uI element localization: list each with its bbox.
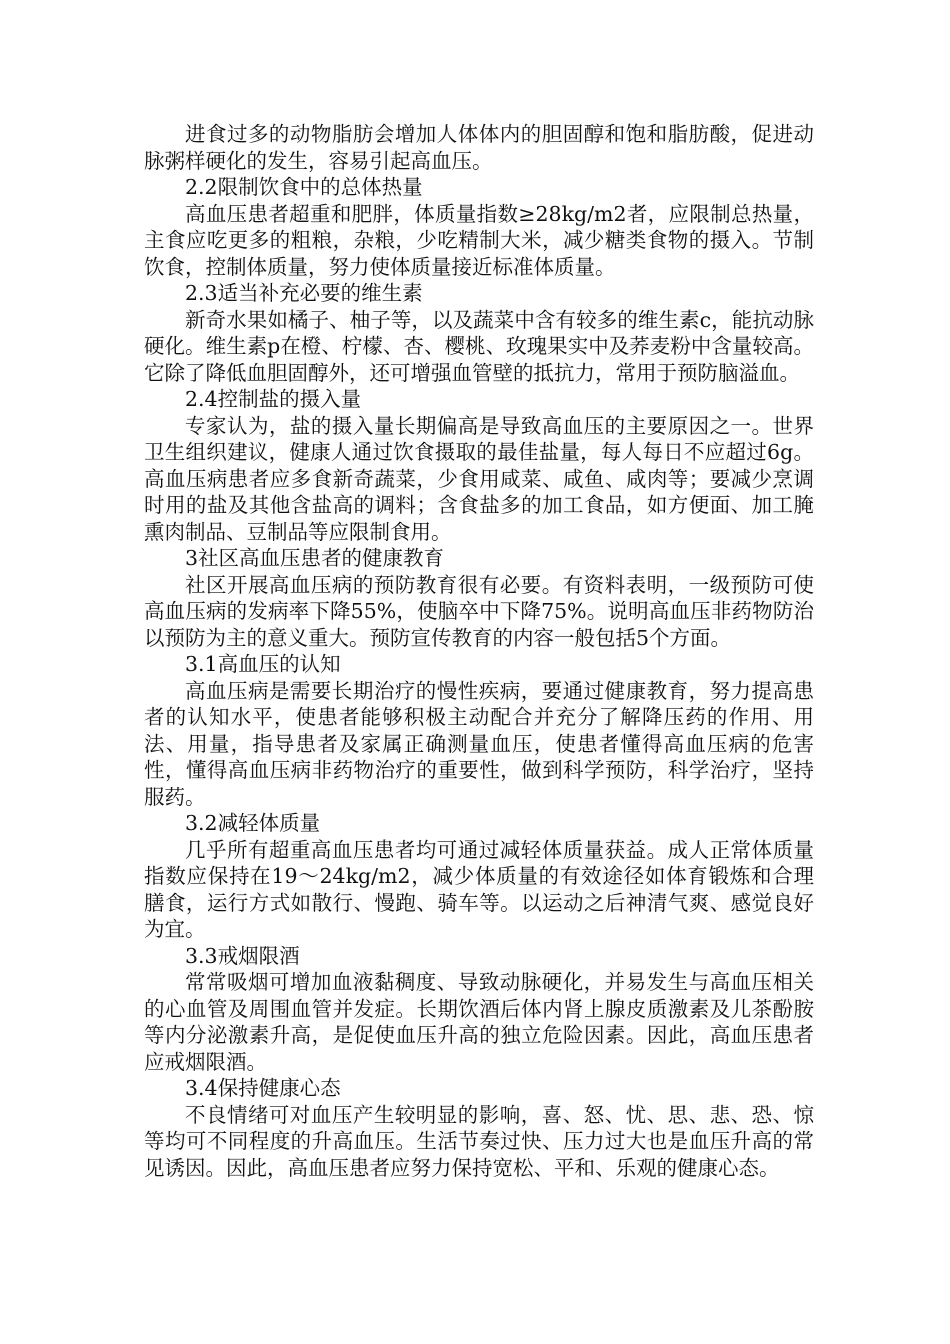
paragraph-4: 专家认为，盐的摄入量长期偏高是导致高血压的主要原因之一。世界卫生组织建议，健康人通过饮食摄取的最佳盐量，每人每日不应超过6g。高血压病患者应多食新奇蔬菜，少食用咸菜、咸鱼、咸肉等；要减少烹调时用的盐及其他含盐高的调料；含食盐多的加工食品，如方便面、加工腌熏肉制品、豆制品等应限制食用。 (144, 413, 814, 544)
section-heading-2-3: 2.3适当补充必要的维生素 (185, 281, 423, 305)
paragraph-7: 几乎所有超重高血压患者均可通过减轻体质量获益。成人正常体质量指数应保持在19～24kg/m2，减少体质量的有效途径如体育锻炼和合理膳食，运行方式如散行、慢跑、骑车等。以运动之后神清气爽、感觉良好为宜。 (144, 837, 814, 941)
section-heading-3-4: 3.4保持健康心态 (185, 1076, 341, 1100)
paragraph-2: 高血压患者超重和肥胖，体质量指数≥28kg/m2者，应限制总热量，主食应吃更多的粗粮，杂粮，少吃精制大米，减少糖类食物的摄入。节制饮食，控制体质量，努力使体质量接近标准体质量。 (144, 201, 814, 279)
paragraph-5: 社区开展高血压病的预防教育很有必要。有资料表明，一级预防可使高血压病的发病率下降55%，使脑卒中下降75%。说明高血压非药物防治以预防为主的意义重大。预防宣传教育的内容一般包括5个方面。 (144, 572, 814, 650)
paragraph-1: 进食过多的动物脂肪会增加人体体内的胆固醇和饱和脂肪酸，促进动脉粥样硬化的发生，容易引起高血压。 (144, 122, 814, 173)
paragraph-8: 常常吸烟可增加血液黏稠度、导致动脉硬化，并易发生与高血压相关的心血管及周围血管并发症。长期饮酒后体内肾上腺皮质激素及儿茶酚胺等内分泌激素升高，是促使血压升高的独立危险因素。因此，高血压患者应戒烟限酒。 (144, 970, 814, 1074)
document-body (144, 121, 814, 1181)
paragraph-9: 不良情绪可对血压产生较明显的影响，喜、怒、忧、思、悲、恐、惊等均可不同程度的升高血压。生活节奏过快、压力过大也是血压升高的常见诱因。因此，高血压患者应努力保持宽松、平和、乐观的健康心态。 (144, 1102, 814, 1180)
section-heading-2-4: 2.4控制盐的摄入量 (185, 387, 362, 411)
paragraph-3: 新奇水果如橘子、柚子等，以及蔬菜中含有较多的维生素c，能抗动脉硬化。维生素p在橙、柠檬、杏、樱桃、玫瑰果实中及荞麦粉中含量较高。它除了降低血胆固醇外，还可增强血管壁的抵抗力，常用于预防脑溢血。 (144, 307, 814, 385)
section-heading-3-1: 3.1高血压的认知 (185, 652, 341, 676)
section-heading-3-3: 3.3戒烟限酒 (185, 943, 300, 968)
paragraph-6: 高血压病是需要长期治疗的慢性疾病，要通过健康教育，努力提高患者的认知水平，使患者能够积极主动配合并充分了解降压药的作用、用法、用量，指导患者及家属正确测量血压，使患者懂得高血压病的危害性，懂得高血压病非药物治疗的重要性，做到科学预防，科学治疗，坚持服药。 (144, 678, 814, 809)
section-heading-3: 3社区高血压患者的健康教育 (185, 546, 445, 570)
section-heading-3-2: 3.2减轻体质量 (185, 811, 321, 835)
section-heading-2-2: 2.2限制饮食中的总体热量 (185, 175, 423, 199)
